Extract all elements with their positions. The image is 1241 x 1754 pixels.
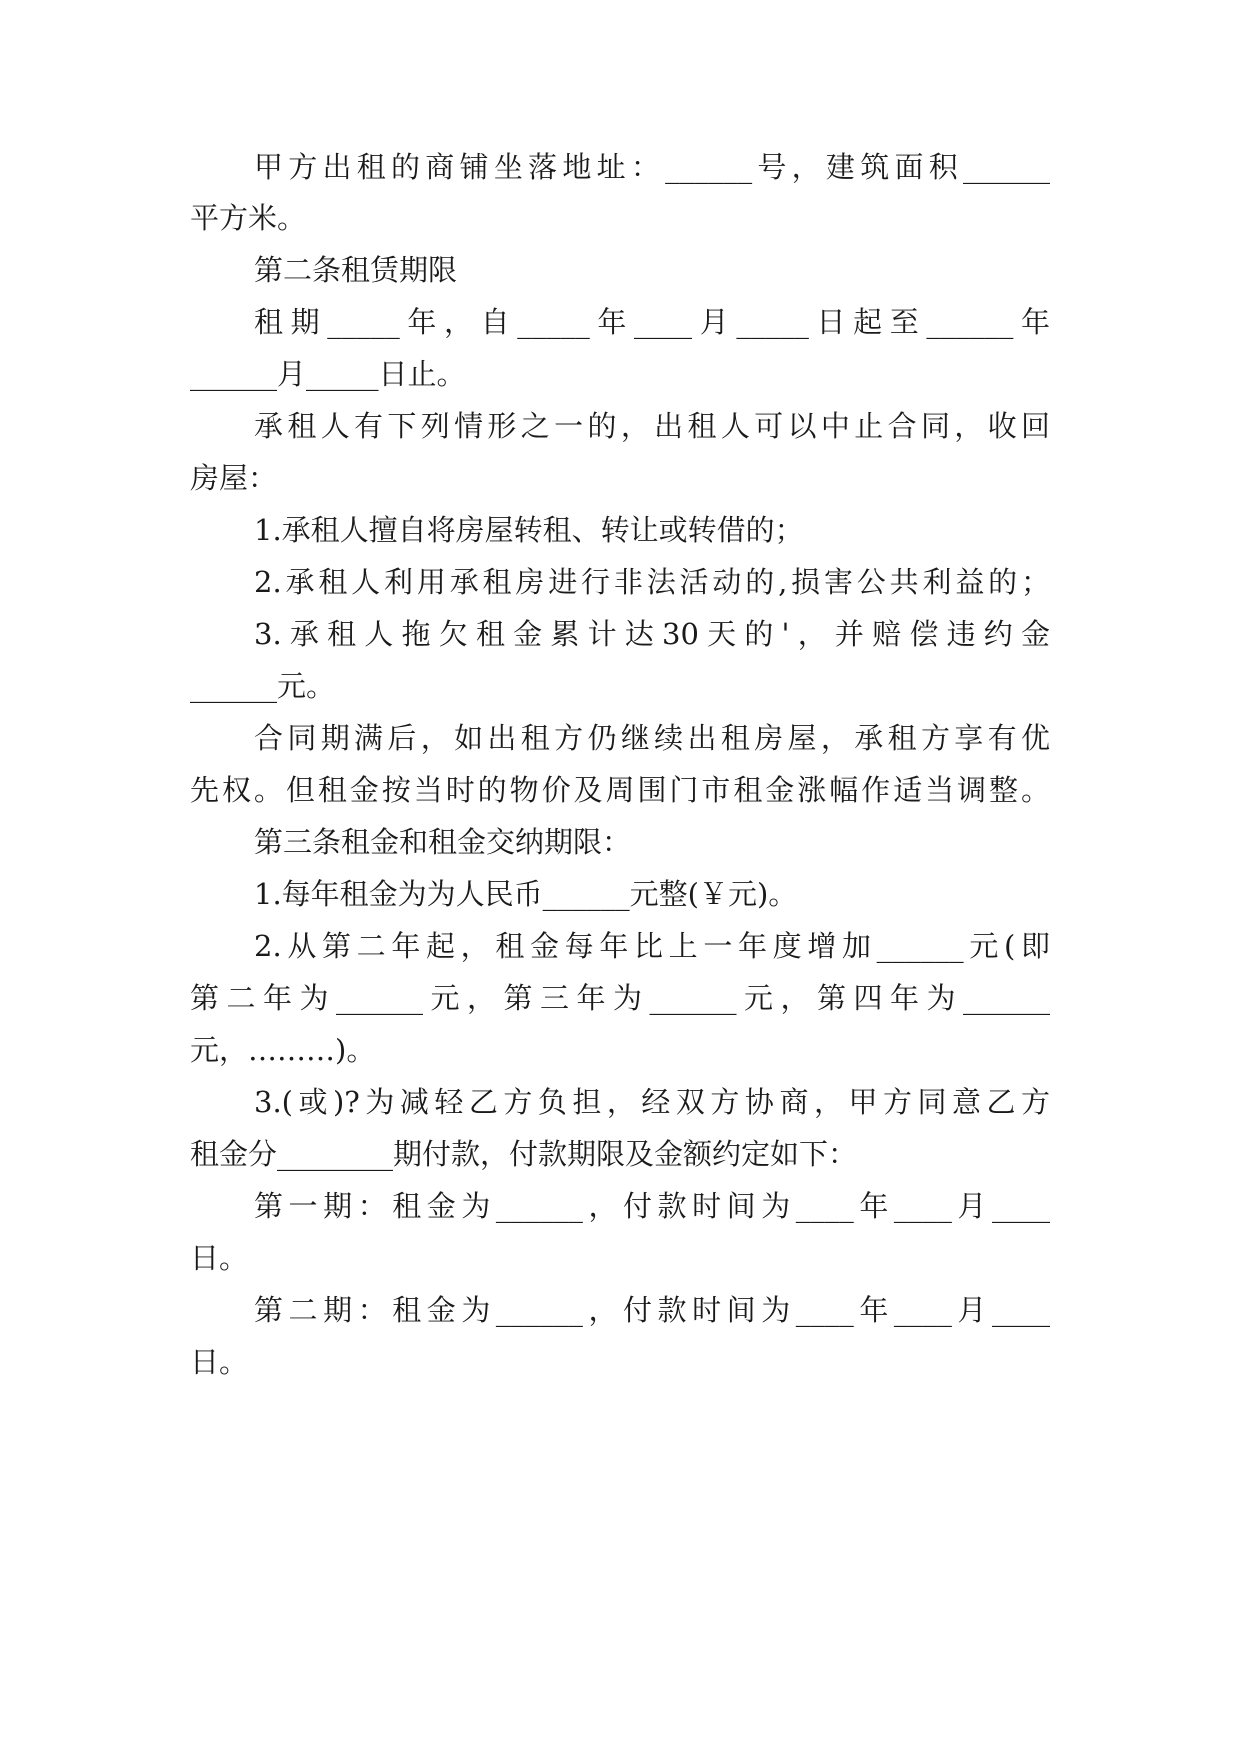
paragraph-line: 承租人有下列情形之一的，出租人可以中止合同，收回 (254, 409, 1050, 443)
list-item: 1.承租人擅自将房屋转租、转让或转借的； (254, 513, 804, 547)
paragraph-line: 日。 (190, 1345, 249, 1379)
paragraph-line: 元，………)。 (190, 1033, 376, 1067)
paragraph-line: 先权。但租金按当时的物价及周围门市租金涨幅作适当调整。 (190, 773, 1050, 807)
paragraph-line: ______月_____日止。 (190, 357, 466, 391)
paragraph-line: 日。 (190, 1241, 249, 1275)
section-heading: 第二条租赁期限 (254, 253, 458, 287)
paragraph-line: 租金分________期付款，付款期限及金额约定如下： (190, 1137, 858, 1171)
list-item: 1.每年租金为为人民币______元整(￥元)。 (254, 877, 798, 911)
paragraph-line: 第二期：租金为______，付款时间为____年____月____ (254, 1293, 1050, 1327)
paragraph-line: ______元。 (190, 669, 336, 703)
list-item: 3.承租人拖欠租金累计达30天的'，并赔偿违约金 (254, 617, 1050, 651)
paragraph-line: 第二年为______元，第三年为______元，第四年为______ (190, 981, 1050, 1015)
paragraph-line: 平方米。 (190, 201, 307, 235)
paragraph-line: 租期_____年，自_____年____月_____日起至______年 (254, 305, 1050, 339)
paragraph-line: 第一期：租金为______，付款时间为____年____月____ (254, 1189, 1050, 1223)
list-item: 3.(或)?为减轻乙方负担，经双方协商，甲方同意乙方 (254, 1085, 1050, 1119)
paragraph-line: 甲方出租的商铺坐落地址：______号，建筑面积______ (254, 150, 1050, 184)
paragraph-line: 合同期满后，如出租方仍继续出租房屋，承租方享有优 (254, 721, 1050, 755)
paragraph-line: 房屋： (190, 461, 278, 495)
list-item: 2.从第二年起，租金每年比上一年度增加______元(即 (254, 929, 1050, 963)
section-heading: 第三条租金和租金交纳期限： (254, 825, 632, 859)
list-item: 2.承租人利用承租房进行非法活动的,损害公共利益的； (254, 565, 1050, 599)
